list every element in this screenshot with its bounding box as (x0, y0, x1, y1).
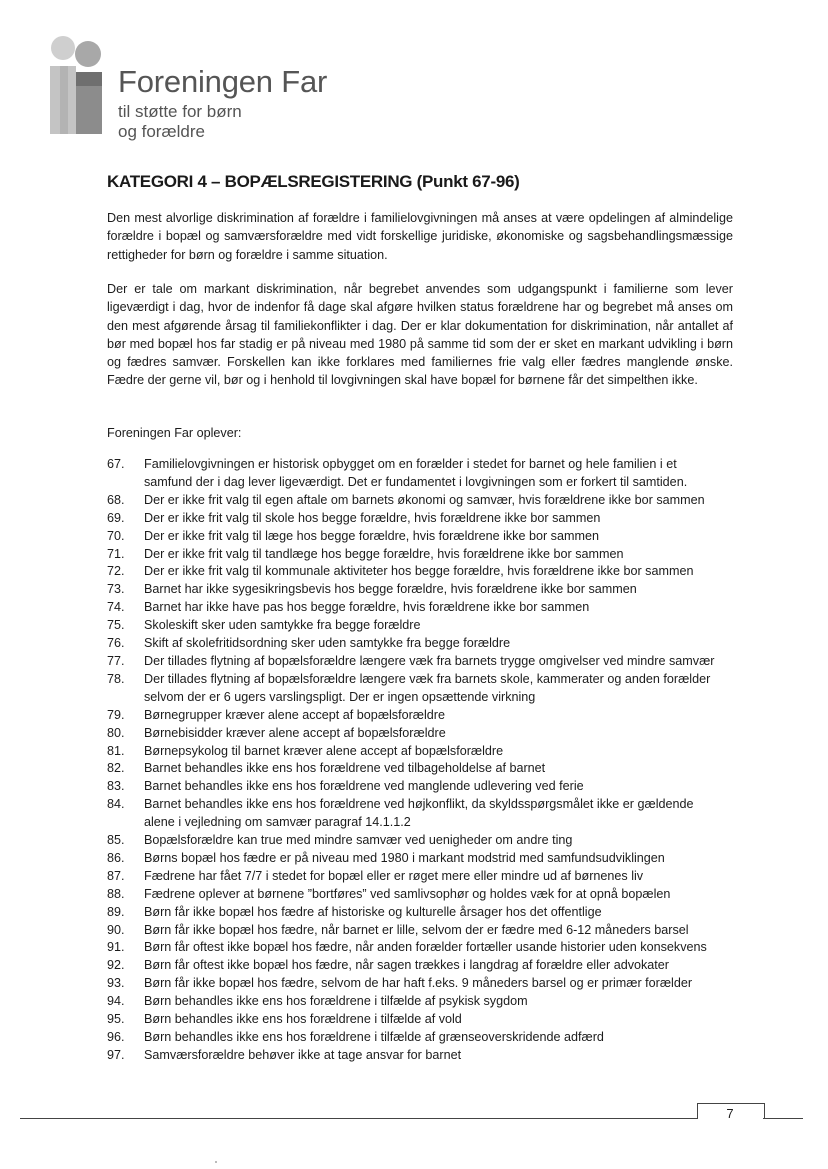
item-text: Der er ikke frit valg til egen aftale om barnets økonomi og samvær, hvis forældrene ikke bor sammen (144, 492, 705, 507)
list-item (107, 617, 757, 635)
item-text-container (144, 671, 757, 707)
item-text: Børn får oftest ikke bopæl hos fædre, når sagen trækkes i langdrag af forældre eller advokater (144, 958, 669, 973)
logo-tagline-line1: til støtte for børn (118, 102, 242, 121)
item-number: 75. (107, 618, 125, 633)
item-text-continued: selvom der er 6 ugers varslingspligt. Der er ingen opsættende virkning (144, 689, 536, 704)
list-item (107, 671, 757, 707)
section-heading: KATEGORI 4 – BOPÆLSREGISTERING (Punkt 67-96) (107, 172, 520, 191)
item-text-container (144, 599, 757, 617)
item-text: Barnet behandles ikke ens hos forældrene ved højkonflikt, da skyldsspørgsmålet ikke er gældende (144, 797, 694, 812)
list-item (107, 975, 757, 993)
item-number: 72. (107, 564, 125, 579)
item-number: 90. (107, 922, 125, 937)
item-text: Familielovgivningen er historisk opbygget om en forælder i stedet for barnet og hele familien i et (144, 457, 677, 471)
item-text-container (144, 492, 757, 510)
item-text: Barnet har ikke have pas hos begge forældre, hvis forældrene ikke bor sammen (144, 600, 590, 615)
item-number: 74. (107, 600, 125, 615)
item-number: 68. (107, 492, 125, 507)
item-number: 82. (107, 761, 125, 776)
item-text-container (144, 456, 757, 492)
item-text-container (144, 725, 757, 743)
item-text-container (144, 546, 757, 564)
list-item (107, 939, 757, 957)
item-number: 69. (107, 510, 125, 525)
item-number: 81. (107, 743, 125, 758)
list-item (107, 743, 757, 761)
item-text: Børn får ikke bopæl hos fædre, selvom de har haft f.eks. 9 måneders barsel og er primær forælder (144, 976, 693, 991)
item-text-container (144, 904, 757, 922)
item-text: Børn får ikke bopæl hos fædre, når barnet er lille, selvom der er fædre med 6-12 måneders barsel (144, 922, 689, 937)
item-number: 94. (107, 994, 125, 1009)
item-text: Der er ikke frit valg til skole hos begge forældre, hvis forældrene ikke bor sammen (144, 510, 601, 525)
item-text-container (144, 617, 757, 635)
footer-rule-right (763, 1118, 803, 1119)
item-number: 73. (107, 582, 125, 597)
item-text: Barnet behandles ikke ens hos forældrene ved tilbageholdelse af barnet (144, 761, 546, 776)
numbered-list (107, 456, 757, 1065)
item-text-container (144, 922, 757, 940)
item-text-container (144, 778, 757, 796)
item-text-container (144, 832, 757, 850)
item-text: Fædrene har fået 7/7 i stedet for bopæl eller er røget mere eller mindre ud af børnenes liv (144, 868, 644, 883)
item-text-continued: alene i vejledning om samvær paragraf 14.1.1.2 (144, 815, 411, 830)
item-text: Barnet har ikke sygesikringsbevis hos begge forældre, hvis forældrene ikke bor sammen (144, 582, 637, 597)
item-text: Barnet behandles ikke ens hos forældrene ved manglende udlevering ved ferie (144, 779, 584, 794)
item-text-continued: samfund der i dag lever ligeværdigt. Det er fundamentet i lovgivningen som er forkert til samtiden. (144, 474, 688, 489)
item-text: Der er ikke frit valg til læge hos begge forældre, hvis forældrene ikke bor sammen (144, 528, 599, 543)
item-text-container (144, 528, 757, 546)
item-number: 91. (107, 940, 125, 955)
organization-logo (46, 34, 328, 144)
item-text-container (144, 743, 757, 761)
list-item (107, 904, 757, 922)
item-text-container (144, 1029, 757, 1047)
item-text-container (144, 563, 757, 581)
item-text: Børn får oftest ikke bopæl hos fædre, når anden forælder fortæller usande historier uden konsekvens (144, 940, 707, 955)
item-text-container (144, 653, 757, 671)
item-text-container (144, 993, 757, 1011)
intro-paragraph: Den mest alvorlige diskrimination af forældre i familielovgivningen må anses at være opdelingen af almindelige forældre i bopæl og samværsforældre med vidt forskellige juridiske, økonomiske og sagsbehandlingsmæssige rettigheder for børn og forældre i samme situation. (107, 211, 733, 262)
item-text-container (144, 975, 757, 993)
list-item (107, 1047, 757, 1065)
item-text: Der tillades flytning af bopælsforældre længere væk fra barnets trygge omgivelser ved mindre samvær (144, 653, 715, 668)
list-item (107, 796, 757, 832)
item-text-container (144, 850, 757, 868)
item-text: Børn behandles ikke ens hos forældrene i tilfælde af vold (144, 1012, 462, 1027)
item-text: Skift af skolefritidsordning sker uden samtykke fra begge forældre (144, 636, 511, 651)
logo-tagline-line2: og forældre (118, 122, 205, 141)
list-item (107, 868, 757, 886)
item-number: 67. (107, 457, 125, 471)
item-text-container (144, 1011, 757, 1029)
item-text: Børns bopæl hos fædre er på niveau med 1980 i markant modstrid med samfundsudviklingen (144, 850, 665, 865)
item-text: Fædrene oplever at børnene ”bortføres” ved samlivsophør og holdes væk for at opnå bopælen (144, 886, 671, 901)
item-number: 93. (107, 976, 125, 991)
scan-speck (215, 1161, 217, 1163)
list-item (107, 760, 757, 778)
list-item (107, 1011, 757, 1029)
item-text-container (144, 510, 757, 528)
item-number: 78. (107, 671, 125, 686)
list-item (107, 546, 757, 564)
list-item (107, 778, 757, 796)
item-text-container (144, 707, 757, 725)
page-number: 7 (726, 1106, 734, 1121)
list-item (107, 581, 757, 599)
footer-rule (20, 1118, 697, 1119)
item-number: 80. (107, 725, 125, 740)
item-text: Der er ikke frit valg til tandlæge hos begge forældre, hvis forældrene ikke bor sammen (144, 546, 624, 561)
item-number: 79. (107, 707, 125, 722)
item-text: Børnepsykolog til barnet kræver alene accept af bopælsforældre (144, 743, 504, 758)
list-item (107, 957, 757, 975)
item-text: Børn behandles ikke ens hos forældrene i tilfælde af psykisk sygdom (144, 994, 528, 1009)
item-number: 92. (107, 958, 125, 973)
item-text: Børn får ikke bopæl hos fædre af historiske og kulturelle årsager hos det offentlige (144, 904, 602, 919)
list-item (107, 886, 757, 904)
item-text-container (144, 886, 757, 904)
discrimination-paragraph: Der er tale om markant diskrimination, når begrebet anvendes som udgangspunkt i familierne som lever ligeværdigt i dag, hvor de indenfor få dage skal afgøre hvilken status forældrene har og begrebet må anses om den mest afgørende årsag til familiekonflikter i dag. Der er klar dokumentation for diskrimination, når antallet af bør med bopæl hos far stadig er på niveau med 1980 på samme tid som der er sket en markant udvikling i børn og fædres samvær. Forskellen kan ikke forklares med familiernes frie valg eller fædres manglende ønske. Fædre der gerne vil, bør og i henhold til lovgivningen skal have bopæl for børnene får det simpelthen ikke. (107, 282, 733, 388)
item-text: Børn behandles ikke ens hos forældrene i tilfælde af grænseoverskridende adfærd (144, 1030, 604, 1044)
item-number: 89. (107, 904, 125, 919)
item-text: Der tillades flytning af bopælsforældre længere væk fra barnets skole, kammerater og anden forælder (144, 671, 711, 686)
item-text: Børnebisidder kræver alene accept af bopælsforældre (144, 725, 446, 740)
list-item (107, 993, 757, 1011)
list-item (107, 528, 757, 546)
item-number: 77. (107, 653, 125, 668)
list-item (107, 922, 757, 940)
item-number: 88. (107, 886, 125, 901)
item-text-container (144, 635, 757, 653)
logo-name: Foreningen Far (118, 64, 328, 99)
list-item (107, 510, 757, 528)
item-number: 83. (107, 779, 125, 794)
list-item (107, 563, 757, 581)
item-text: Samværsforældre behøver ikke at tage ansvar for barnet (144, 1047, 462, 1062)
list-item (107, 707, 757, 725)
list-item (107, 1029, 757, 1047)
item-text: Skoleskift sker uden samtykke fra begge forældre (144, 618, 421, 633)
list-item (107, 599, 757, 617)
list-intro: Foreningen Far oplever: (107, 426, 242, 440)
item-number: 85. (107, 833, 125, 848)
list-item (107, 456, 757, 492)
item-text-container (144, 581, 757, 599)
item-text: Der er ikke frit valg til kommunale aktiviteter hos begge forældre, hvis forældrene ikke bor sammen (144, 564, 694, 579)
item-number: 71. (107, 546, 125, 561)
list-item (107, 832, 757, 850)
item-text: Børnegrupper kræver alene accept af bopælsforældre (144, 707, 446, 722)
item-number: 84. (107, 797, 125, 812)
item-text-container (144, 957, 757, 975)
item-number: 70. (107, 528, 125, 543)
item-text-container (144, 796, 757, 832)
list-item (107, 492, 757, 510)
item-number: 95. (107, 1012, 125, 1027)
logo-mark-icon (46, 34, 116, 138)
list-item (107, 725, 757, 743)
item-text-container (144, 868, 757, 886)
item-text-container (144, 939, 757, 957)
list-item (107, 850, 757, 868)
list-item (107, 635, 757, 653)
item-text: Bopælsforældre kan true med mindre samvær ved uenigheder om andre ting (144, 833, 573, 848)
item-number: 87. (107, 868, 125, 883)
item-text-container (144, 1047, 757, 1065)
list-item (107, 653, 757, 671)
item-number: 97. (107, 1047, 125, 1062)
item-number: 76. (107, 636, 125, 651)
item-text-container (144, 760, 757, 778)
item-number: 96. (107, 1030, 125, 1044)
item-number: 86. (107, 850, 125, 865)
